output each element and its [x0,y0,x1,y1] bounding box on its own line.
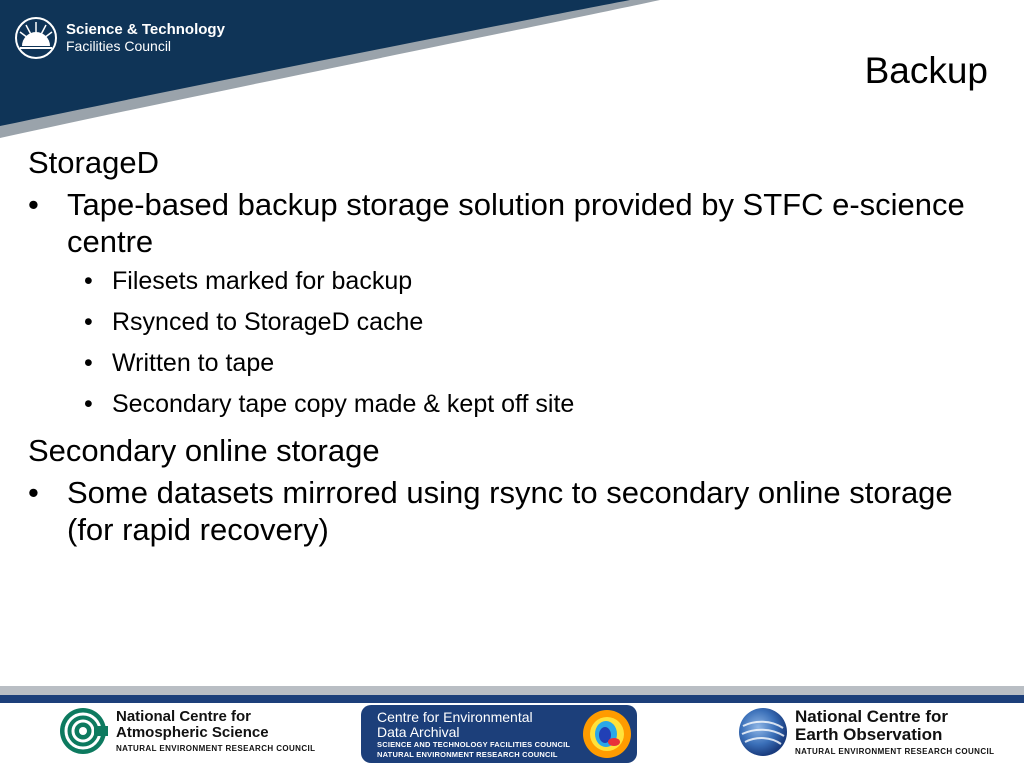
ceda-council-2: NATURAL ENVIRONMENT RESEARCH COUNCIL [377,750,558,759]
ncas-name-line1: National Centre for [116,708,252,725]
slide-content [28,144,988,554]
section-heading-secondary: Secondary online storage [28,433,380,468]
ceda-name-line1: Centre for Environmental [377,709,533,725]
subbullet-text: Rsynced to StorageD cache [112,308,424,336]
bullet-storaged [28,186,988,260]
section-heading-storaged: StorageD [28,145,159,180]
bullet-dot: • [28,475,39,510]
bullet-dot: • [84,308,93,336]
bullet-secondary [28,474,988,548]
ncas-council: NATURAL ENVIRONMENT RESEARCH COUNCIL [116,744,316,753]
ncas-name-line2: Atmospheric Science [116,724,269,741]
subbullet-text: Written to tape [112,349,275,377]
bullet-text: Some datasets mirrored using rsync to secondary online storage (for rapid recovery) [67,475,953,547]
bullet-dot: • [28,187,39,222]
stfc-name-line2: Facilities Council [66,38,172,54]
nceo-globe-icon [737,706,789,758]
subbullet-text: Filesets marked for backup [112,267,413,295]
bullet-dot: • [84,267,93,295]
footer-bar [0,686,1024,704]
ceda-council-1: SCIENCE AND TECHNOLOGY FACILITIES COUNCIL [377,740,571,749]
ceda-name-line2: Data Archival [377,724,460,740]
nceo-logo [737,706,994,758]
bullet-dot: • [84,349,93,377]
bullet-text: Tape-based backup storage solution provided by STFC e-science centre [67,187,965,259]
nceo-council: NATURAL ENVIRONMENT RESEARCH COUNCIL [795,747,995,756]
subbullet-4 [28,389,988,419]
stfc-name-line1: Science & Technology [66,21,225,38]
subbullet-3 [28,348,988,378]
subbullet-1 [28,266,988,296]
bullet-dot: • [84,390,93,418]
subbullet-2 [28,307,988,337]
slide-title: Backup [864,50,988,91]
ceda-logo [361,705,637,763]
ncas-swirl-icon [58,706,108,756]
nceo-name-line1: National Centre for [795,707,949,726]
subbullet-text: Secondary tape copy made & kept off site [112,390,575,418]
ncas-logo [58,706,315,756]
stfc-sunburst-icon [14,16,58,60]
ceda-globe-icon [581,708,633,760]
stfc-logo [14,16,225,60]
nceo-name-line2: Earth Observation [795,725,943,744]
